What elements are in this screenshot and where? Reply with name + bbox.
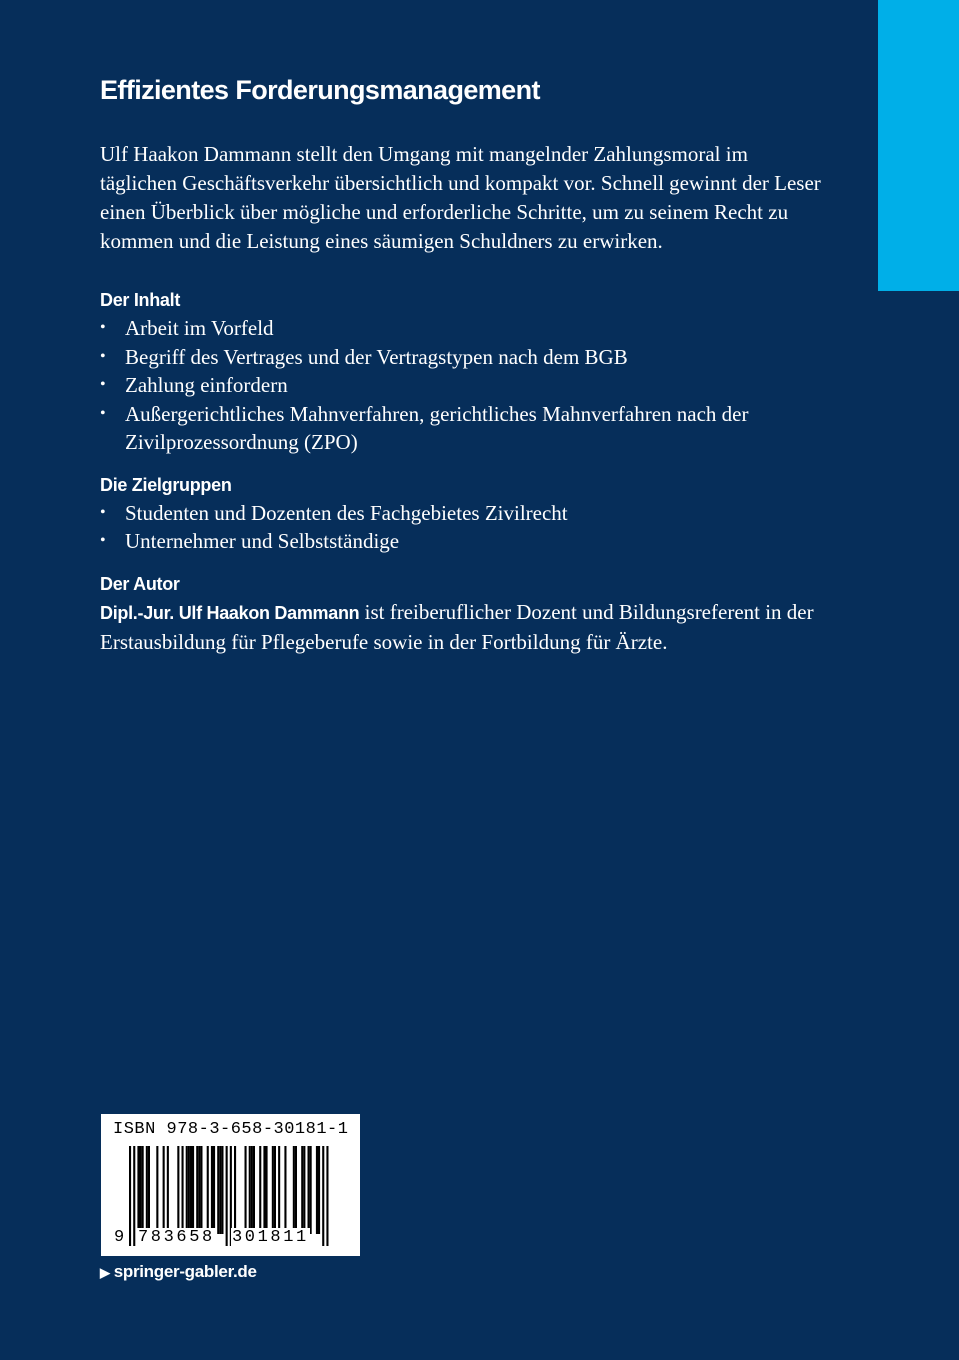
- inhalt-list: [100, 314, 830, 457]
- barcode-bar: [259, 1146, 261, 1234]
- barcode-bar: [326, 1146, 328, 1246]
- section-heading-autor: Der Autor: [100, 573, 180, 594]
- barcode-bar: [186, 1146, 188, 1234]
- barcode-bar: [192, 1146, 194, 1234]
- barcode-bar: [251, 1146, 253, 1234]
- barcode-bar: [213, 1146, 215, 1234]
- barcode-bar: [167, 1146, 169, 1234]
- barcode-bar: [207, 1146, 209, 1234]
- list-item: [100, 343, 830, 372]
- barcode-bar: [211, 1146, 213, 1234]
- list-item-text: Unternehmer und Selbstständige: [125, 529, 400, 553]
- barcode-bar: [301, 1146, 303, 1234]
- barcode-bar: [217, 1146, 219, 1234]
- section-autor: [100, 570, 830, 657]
- accent-color-tab: [878, 0, 959, 291]
- list-item: [100, 400, 830, 457]
- barcode-bar: [308, 1146, 310, 1234]
- barcode-bar: [142, 1146, 144, 1234]
- bullet-icon: •: [100, 532, 106, 549]
- barcode-bar: [148, 1146, 150, 1234]
- barcode-bar: [177, 1146, 179, 1234]
- barcode-bar: [234, 1146, 236, 1234]
- barcode-bar: [226, 1146, 228, 1246]
- barcode-bar: [293, 1146, 295, 1234]
- barcode-bar: [198, 1146, 200, 1234]
- section-heading-inhalt: Der Inhalt: [100, 290, 181, 310]
- bullet-icon: •: [100, 319, 106, 336]
- back-cover-content: [100, 70, 830, 657]
- barcode-bar: [316, 1146, 318, 1234]
- barcode-bar: [303, 1146, 305, 1234]
- list-item: [100, 371, 830, 400]
- barcode-bar: [188, 1146, 190, 1234]
- bullet-icon: •: [100, 503, 106, 521]
- list-item: [100, 527, 830, 556]
- list-item-text: Außergerichtliches Mahnverfahren, gerichtliches Mahnverfahren nach der Zivilprozessordnung (ZPO): [125, 401, 749, 454]
- list-item-text: Studenten und Dozenten des Fachgebietes Zivilrecht: [125, 500, 568, 525]
- book-title: Effizientes Forderungsmanagement: [100, 75, 540, 105]
- ean-right-group: 301811: [232, 1228, 309, 1247]
- barcode-bar: [140, 1146, 142, 1234]
- section-heading-zielgruppen: Die Zielgruppen: [100, 474, 232, 495]
- isbn-number: ISBN 978-3-658-30181-1: [113, 1120, 349, 1139]
- barcode-bar: [129, 1146, 131, 1246]
- barcode-bar: [272, 1146, 274, 1234]
- section-zielgruppen: [100, 471, 830, 556]
- barcode-bar: [295, 1146, 297, 1234]
- barcode-bar: [182, 1146, 184, 1234]
- triangle-right-icon: ▶: [100, 1265, 110, 1280]
- list-item-text: Arbeit im Vorfeld: [125, 316, 274, 340]
- barcode-bar: [278, 1146, 280, 1234]
- bullet-icon: •: [100, 404, 106, 422]
- intro-paragraph: Ulf Haakon Dammann stellt den Umgang mit mangelnder Zahlungsmoral im täglichen Geschäftsverkehr übersichtlich und kompakt vor. Schnell gewinnt der Leser einen Überblick über mögliche und erforderliche Schritte, um zu seinem Recht zu kommen und die Leistung eines säumigen Schuldners zu erwirken.: [100, 142, 821, 253]
- barcode-bar: [322, 1146, 324, 1246]
- barcode-bar: [249, 1146, 251, 1234]
- bullet-icon: •: [100, 347, 106, 365]
- barcode-bar: [219, 1146, 221, 1234]
- bullet-icon: •: [100, 376, 106, 393]
- barcode-bar: [245, 1146, 247, 1234]
- barcode-bar: [221, 1146, 223, 1234]
- barcode-bar: [284, 1146, 286, 1234]
- barcode-bar: [190, 1146, 192, 1234]
- ean-left-group: 783658: [138, 1228, 215, 1247]
- author-description: ist freiberuflicher Dozent und Bildungsreferent in der Erstausbildung für Pflegeberufe sowie in der Fortbildung für Ärzte.: [100, 599, 814, 654]
- section-inhalt: [100, 286, 830, 457]
- list-item: [100, 314, 830, 343]
- ean-first-digit: 9: [114, 1228, 125, 1247]
- website-text: springer-gabler.de: [113, 1262, 257, 1281]
- barcode-bar: [163, 1146, 165, 1234]
- barcode-bar: [274, 1146, 276, 1234]
- barcode-bar: [266, 1146, 268, 1234]
- barcode-bar: [156, 1146, 158, 1234]
- publisher-website-link[interactable]: [100, 1262, 257, 1282]
- barcode-bar: [133, 1146, 135, 1246]
- list-item: [100, 499, 830, 528]
- barcode-bar: [200, 1146, 202, 1234]
- barcode-bar: [137, 1146, 139, 1234]
- list-item-text: Zahlung einfordern: [125, 373, 288, 397]
- barcode-bar: [196, 1146, 198, 1234]
- list-item-text: Begriff des Vertrages und der Vertragstypen nach dem BGB: [125, 344, 628, 369]
- isbn-barcode: [101, 1114, 360, 1256]
- barcode-bar: [253, 1146, 255, 1234]
- zielgruppen-list: [100, 499, 830, 556]
- barcode-bar: [263, 1146, 265, 1234]
- barcode-bar: [310, 1146, 312, 1234]
- barcode-bar: [146, 1146, 148, 1234]
- author-name: Dipl.-Jur. Ulf Haakon Dammann: [100, 602, 360, 623]
- author-bio: [100, 598, 830, 657]
- barcode-bar: [318, 1146, 320, 1234]
